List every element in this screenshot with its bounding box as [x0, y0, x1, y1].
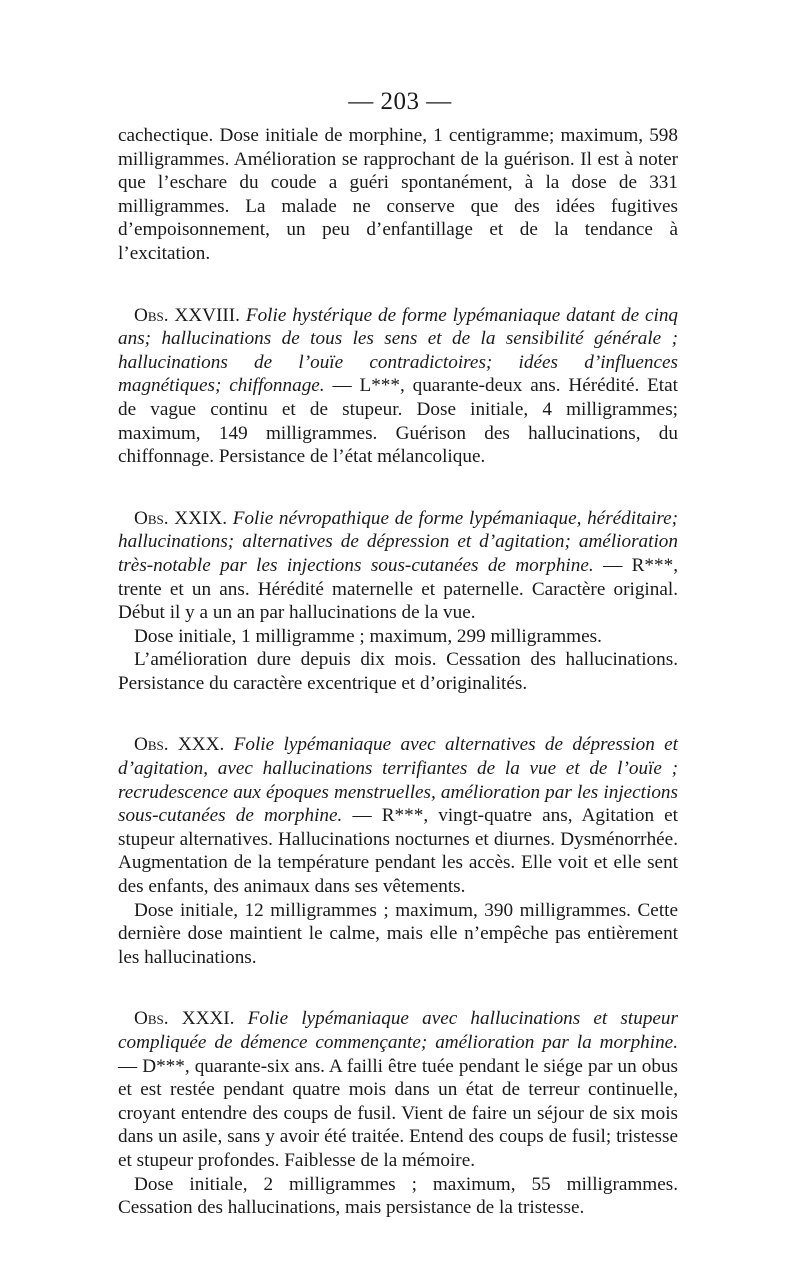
obs-label: Obs. XXIX.: [134, 507, 228, 529]
observation-29: [118, 507, 678, 625]
obs-text: — D***, quarante-six ans. A failli être tuée pendant le siége par un obus et est restée pendant quatre mois dans un état de terreur continuelle, croyant entendre des coups de fusil. Vient de faire un séjour de six mois dans un asile, sans y avoir été traitée. Entend des coups de fusil; tristesse et stupeur profondes. Faiblesse de la mémoire.: [118, 1055, 678, 1171]
observation-30: [118, 733, 678, 898]
obs30-dose: Dose initiale, 12 milligrammes ; maximum, 390 milligrammes. Cette dernière dose maintient le calme, mais elle n’empêche pas entièrement les hallucinations.: [118, 899, 678, 968]
intro-paragraph: cachectique. Dose initiale de morphine, 1 centigramme; maximum, 598 milligrammes. Amélioration se rapprochant de la guérison. Il est à noter que l’eschare du coude a guéri spontanément, à la dose de 331 milligrammes. La malade ne conserve que des idées fugitives d’empoisonnement, un peu d’enfantillage et de la tendance à l’excitation.: [118, 125, 678, 264]
obs-title: Folie hystérique de forme lypémaniaque datant de cinq ans; hallucinations de tous les sens et de la sensibilité générale ; hallucinations de l’ouïe contradictoires; idées d’influences magnétiques; chiffonnage.: [118, 304, 679, 397]
page-body: [118, 124, 678, 1220]
obs-label: Obs. XXXI.: [134, 1008, 235, 1030]
obs-label: Obs. XXX.: [134, 734, 225, 756]
page-number: — 203 —: [348, 88, 452, 115]
obs-text: — R***, vingt-quatre ans, Agitation et stupeur alternatives. Hallucinations nocturnes et diurnes. Dysménorrhée. Augmentation de la température pendant les accès. Elle voit et elle sent des enfants, des animaux dans ses vêtements.: [118, 805, 678, 898]
obs29-dose: Dose initiale, 1 milligramme ; maximum, 299 milligrammes.: [134, 625, 602, 647]
obs-title: Folie névropathique de forme lypémaniaque, héréditaire; hallucinations; alternatives de dépression et d’agitation; amélioration très-notable par les injections sous-cutanées de morphine.: [118, 507, 679, 576]
obs-title: Folie lypémaniaque avec alternatives de dépression et d’agitation, avec hallucinations terrifiantes de la vue et de l’ouïe ; recrudescence aux époques menstruelles, amélioration par les injections sous-cutanées de morphine.: [118, 734, 678, 827]
obs-text: — L***, quarante-deux ans. Hérédité. Etat de vague continu et de stupeur. Dose initiale, 4 milligrammes; maximum, 149 milligrammes. Guérison des hallucinations, du chiffonnage. Persistance de l’état mélancolique.: [118, 375, 678, 468]
observation-28: [118, 304, 678, 469]
obs-title: Folie lypémaniaque avec hallucinations et stupeur compliquée de démence commençante; amélioration par la morphine.: [118, 1008, 678, 1053]
obs-label: Obs. XXVIII.: [134, 304, 240, 326]
obs-text: — R***, trente et un ans. Hérédité maternelle et paternelle. Caractère original. Début il y a un an par hallucinations de la vue.: [118, 554, 679, 624]
observation-31: [118, 1007, 678, 1172]
obs29-outcome: L’amélioration dure depuis dix mois. Cessation des hallucinations. Persistance du caractère excentrique et d’originalités.: [118, 649, 678, 694]
obs31-dose: Dose initiale, 2 milligrammes ; maximum, 55 milligrammes. Cessation des hallucinations, mais persistance de la tristesse.: [118, 1173, 678, 1219]
